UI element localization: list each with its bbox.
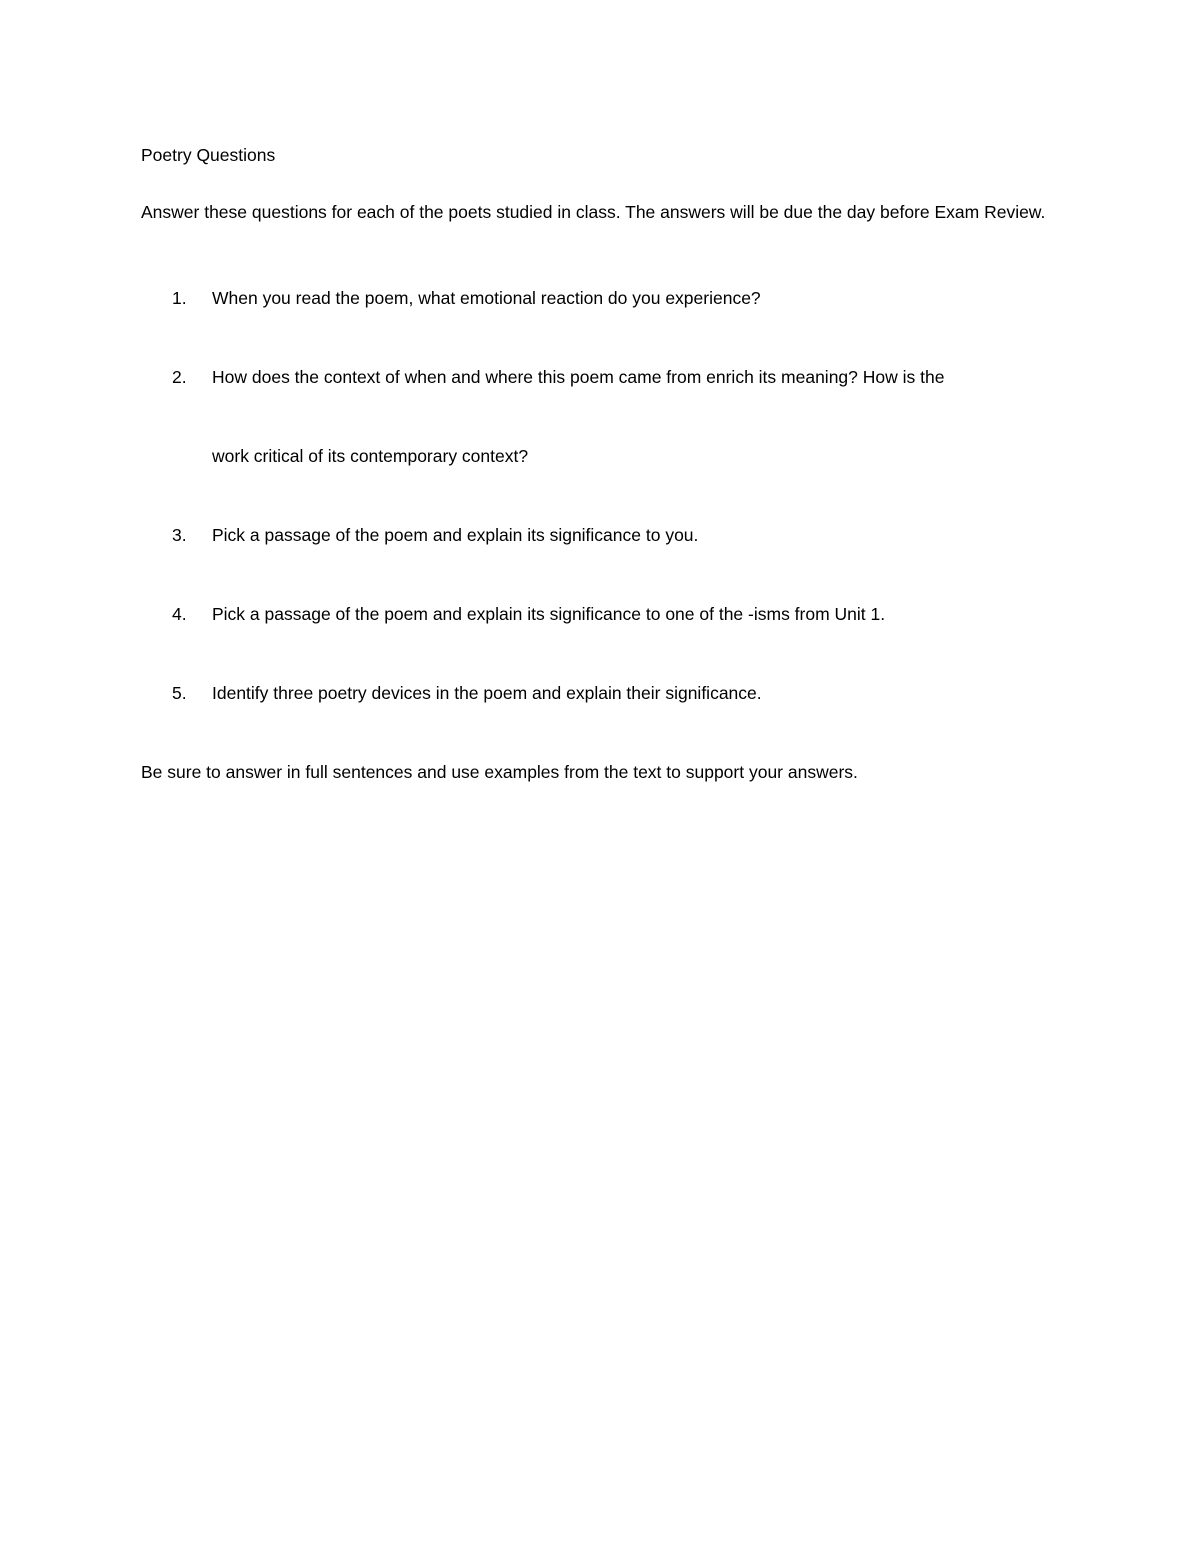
question-number: 1. xyxy=(172,288,187,308)
question-text-continued: work critical of its contemporary context? xyxy=(212,446,529,466)
question-text: Pick a passage of the poem and explain its significance to one of the -isms from Unit 1. xyxy=(212,604,886,624)
question-text: Pick a passage of the poem and explain its significance to you. xyxy=(212,525,699,545)
closing-instruction: Be sure to answer in full sentences and use examples from the text to support your answers. xyxy=(141,762,858,782)
question-number: 3. xyxy=(172,525,187,545)
instructions-paragraph: Answer these questions for each of the poets studied in class. The answers will be due the day before Exam Review. xyxy=(141,202,1046,222)
question-text: Identify three poetry devices in the poem and explain their significance. xyxy=(212,683,762,703)
question-number: 4. xyxy=(172,604,187,624)
question-text: How does the context of when and where this poem came from enrich its meaning? How is the xyxy=(212,367,945,387)
question-text: When you read the poem, what emotional reaction do you experience? xyxy=(212,288,761,308)
question-number: 2. xyxy=(172,367,187,387)
question-number: 5. xyxy=(172,683,187,703)
document-title: Poetry Questions xyxy=(141,145,276,165)
